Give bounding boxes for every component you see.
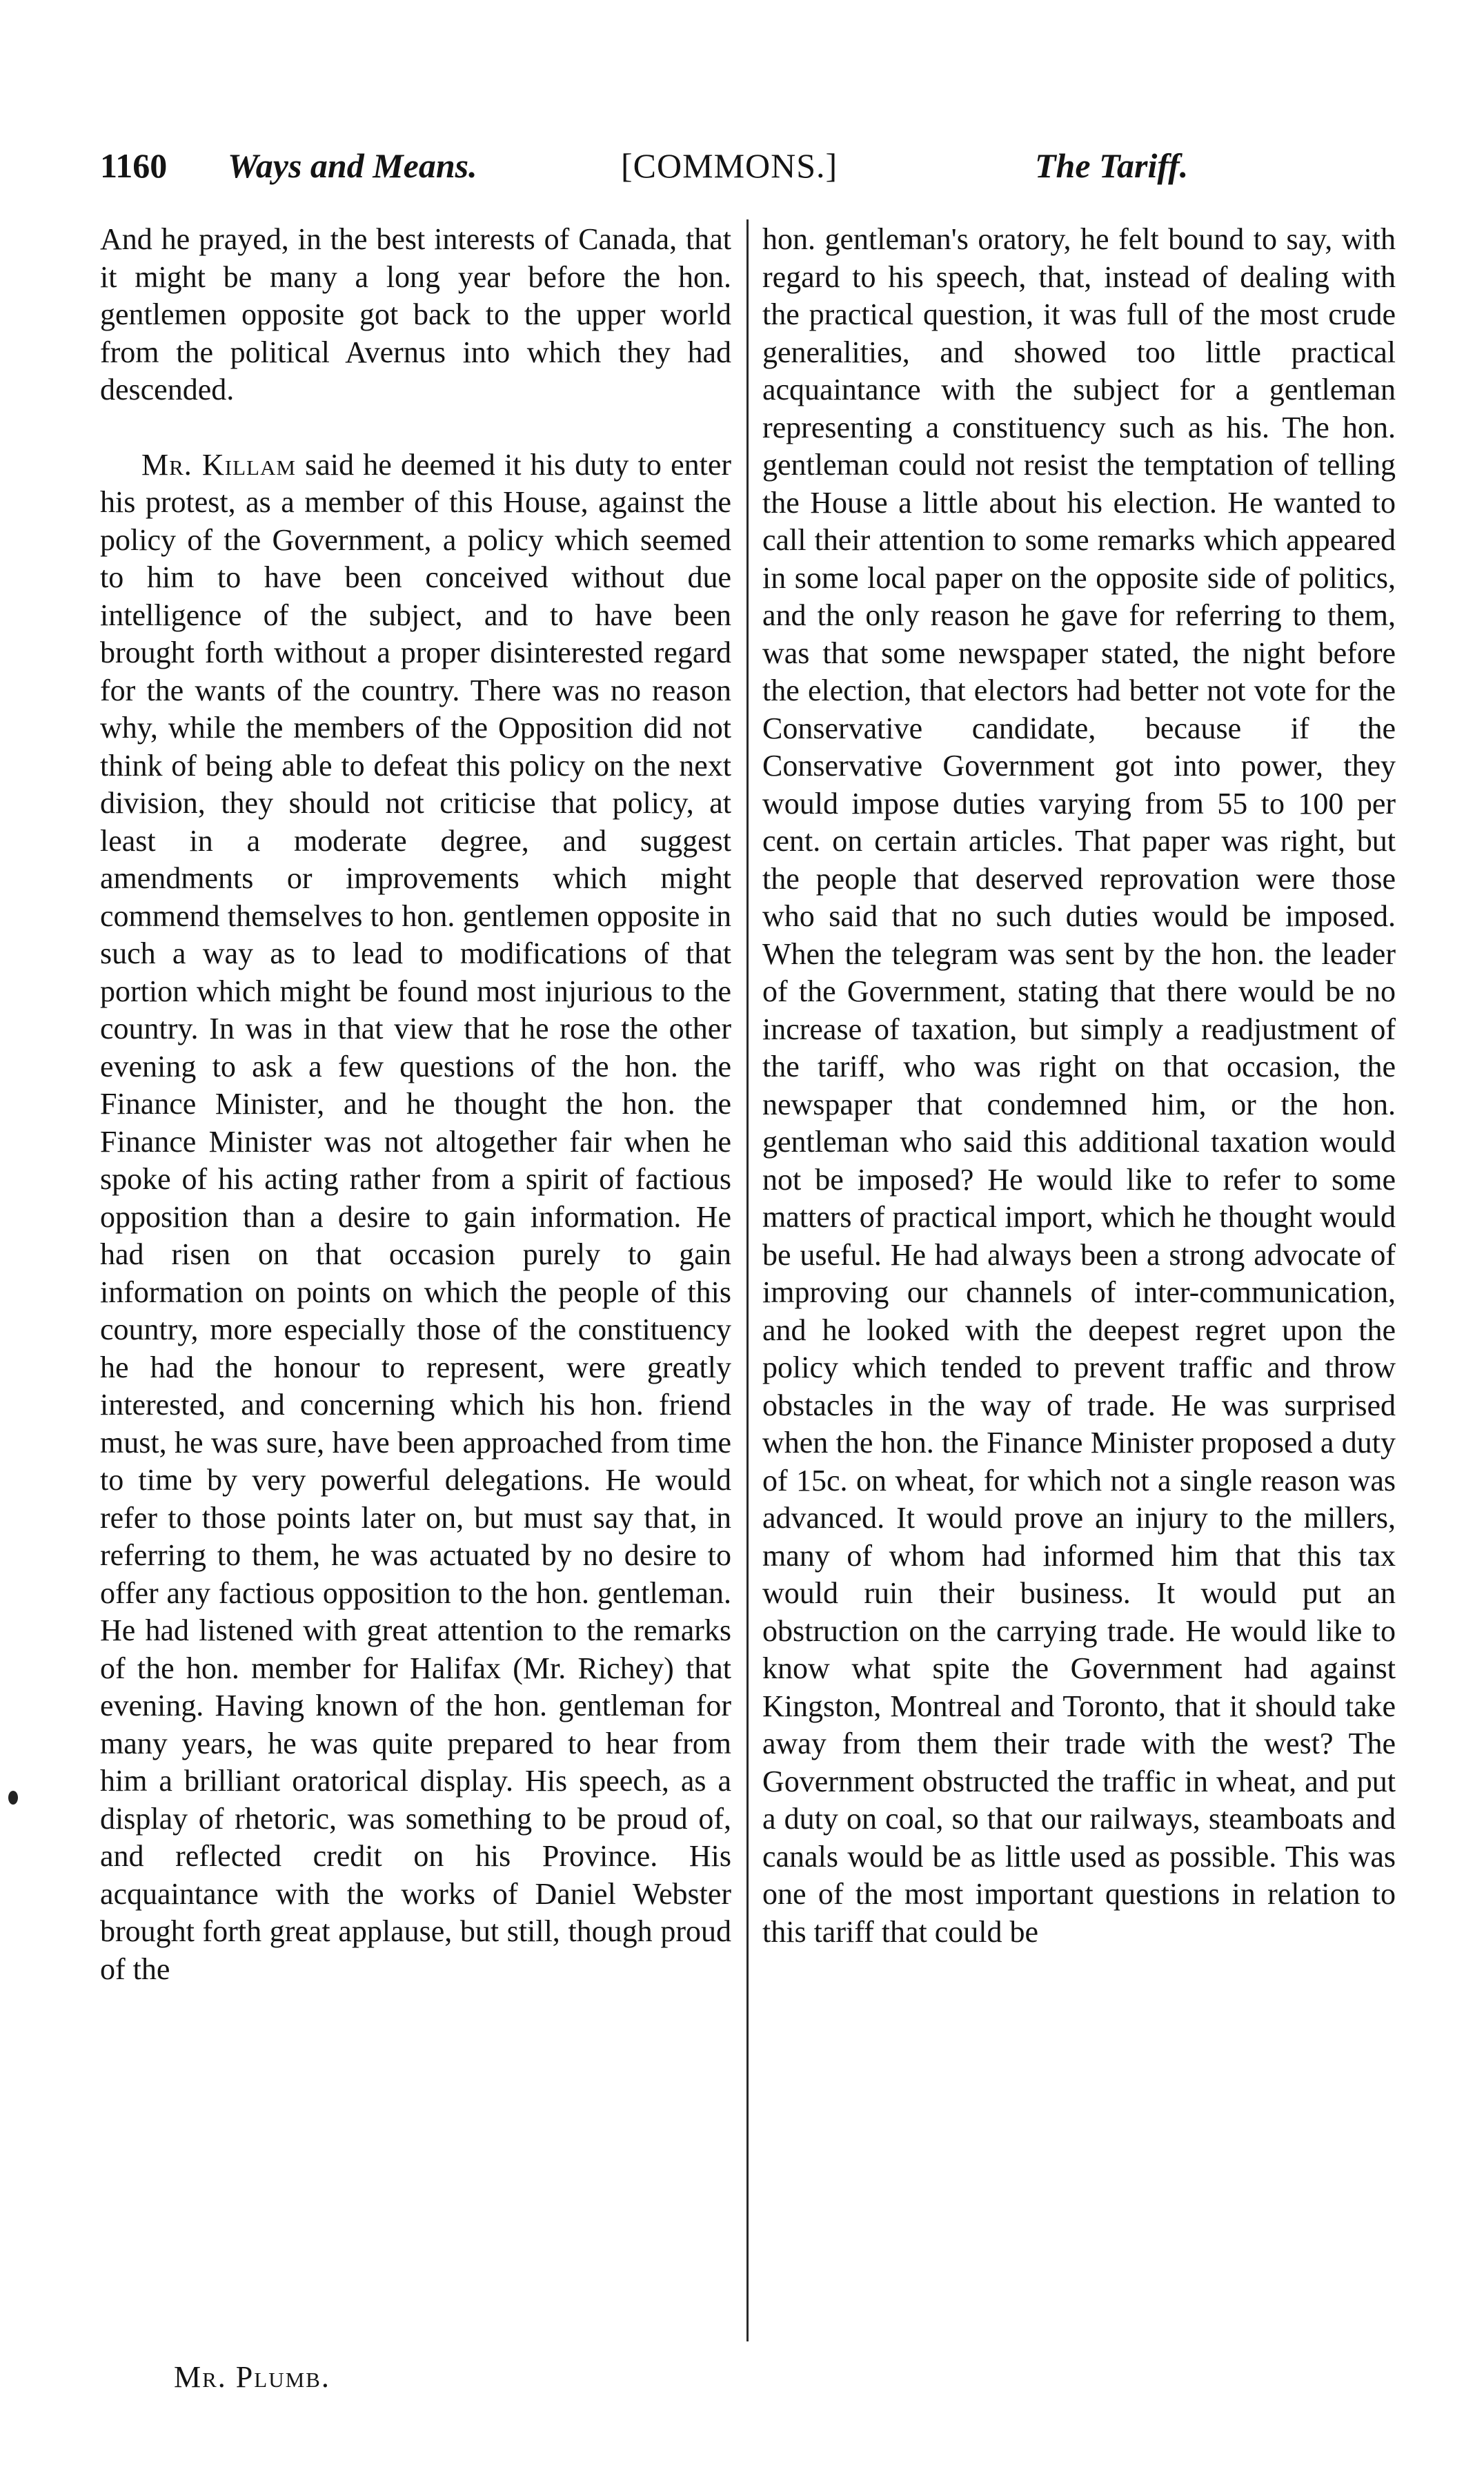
running-head-left: Ways and Means. [228, 146, 477, 185]
paragraph-killam-text: said he deemed it his duty to enter his protest, as a member of this House, against the policy of the Government, a policy which seemed to him to have been conceived without due intelligence of the subject, and to have been brought forth without a proper disinterested regard for the wants of the country. There was no reason why, while the members of the Opposition did not think of being able to defeat this policy on the next division, they should not criticise that policy, at least in a moderate degree, and suggest amendments or improvements which might commend themselves to hon. gentlemen opposite in such a way as to lead to modifications of that portion which might be found most injurious to the country. In was in that view that he rose the other evening to ask a few questions of the hon. the Finance Minister, and he thought the hon. the Finance Minister was not altogether fair when he spoke of his acting rather from a spirit of factious opposition than a desire to gain information. He had risen on that occasion purely to gain information on points on which the people of this country, more especially those of the constituency he had the honour to represent, were greatly interested, and concerning which his hon. friend must, he was sure, have been approached from time to time by very powerful delegations. He would refer to those points later on, but must say that, in referring to them, he was actuated by no desire to offer any factious opposition to the hon. gentleman. He had listened with great attention to the remarks of the hon. member for Halifax (Mr. Richey) that evening. Having known of the hon. gentleman for many years, he was quite prepared to hear from him a brilliant oratorical display. His speech, as a display of rhetoric, was something to be proud of, and reflected credit on his Province. His acquaintance with the works of Daniel Webster brought forth great applause, but still, though proud of the [100, 447, 732, 1986]
running-head-center: [COMMONS.] [621, 146, 838, 185]
paragraph-continuation: hon. gentleman's oratory, he felt bound to say, with regard to his speech, that, instead of dealing with the practical question, it was full of the most crude generalities, and showed too little practical acquaintance with the subject for a gentleman representing a constituency such as his. The hon. gentleman could not resist the temptation of telling the House a little about his election. He wanted to call their attention to some remarks which appeared in some local paper on the opposite side of politics, and the only reason he gave for referring to them, was that some newspaper stated, the night before the election, that electors had better not vote for the Conservative candidate, because if the Conservative Government got into power, they would impose duties varying from 55 to 100 per cent. on certain articles. That paper was right, but the people that deserved reprovation were those who said that no such duties would be imposed. When the telegram was sent by the hon. the leader of the Government, stating that there would be no increase of taxation, but simply a readjustment of the tariff, who was right on that occasion, the newspaper that condemned him, or the hon. gentleman who said this additional taxation would not be imposed? He would like to refer to some matters of practical import, which he thought would be useful. He had always been a strong advocate of improving our channels of inter-communication, and he looked with the deepest regret upon the policy which tended to prevent traffic and throw obstacles in the way of trade. He was surprised when the hon. the Finance Minister proposed a duty of 15c. on wheat, for which not a single reason was advanced. It would prove an injury to the millers, many of whom had informed him that this tax would ruin their business. It would put an obstruction on the carrying trade. He would like to know what spite the Government had against Kingston, Montreal and Toronto, that it should take away from them their trade with the west? The Government obstructed the traffic in wheat, and put a duty on coal, so that our railways, steamboats and canals would be as little used as possible. This was one of the most important questions in relation to this tariff that could be [762, 222, 1396, 1949]
speaker-name: Mr. Killam [141, 447, 296, 482]
column-divider [746, 219, 749, 2341]
footer-speaker-ref: Mr. Plumb. [174, 2360, 330, 2394]
paragraph-killam [100, 446, 731, 1989]
margin-bullet [8, 1791, 18, 1805]
page-number: 1160 [100, 146, 168, 185]
left-column [100, 221, 731, 1988]
paragraph-opening: And he prayed, in the best interests of Canada, that it might be many a long year before the hon. gentlemen opposite got back to the upper world from the political Avernus into which they had descended. [100, 222, 731, 406]
right-column [762, 221, 1396, 1951]
running-head-right: The Tariff. [1035, 146, 1189, 185]
